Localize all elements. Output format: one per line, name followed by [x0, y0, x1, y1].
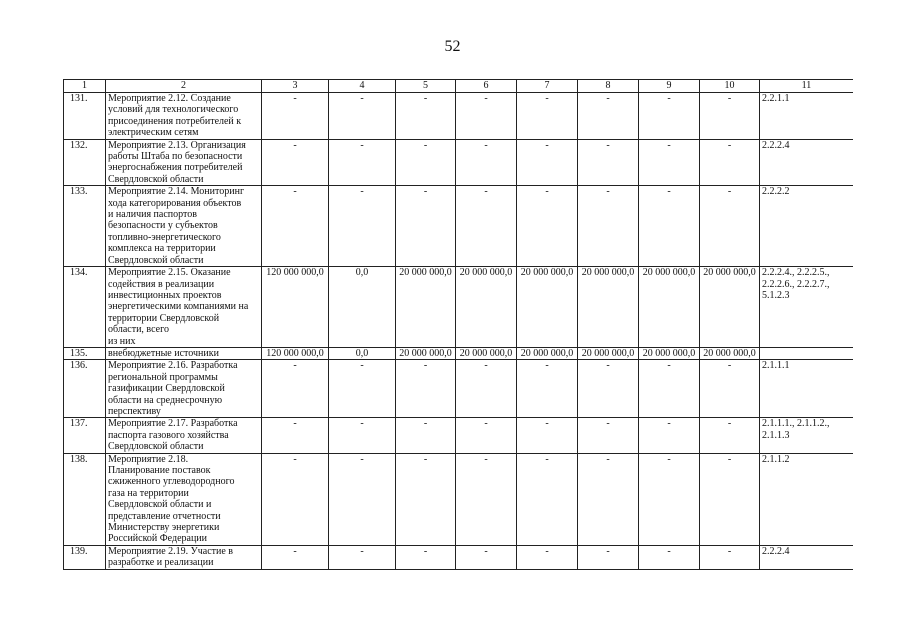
value-cell: - — [396, 186, 456, 267]
activity-name — [106, 418, 262, 453]
value-cell: - — [517, 186, 578, 267]
col-header: 10 — [700, 80, 760, 93]
value-cell: - — [262, 453, 329, 545]
value-cell: - — [329, 139, 396, 186]
value-cell: - — [456, 418, 517, 453]
target-ref-line: 5.1.2.3 — [762, 289, 790, 301]
value-cell: 0,0 — [329, 347, 396, 359]
value-cell: - — [456, 360, 517, 418]
value-cell: - — [700, 453, 760, 545]
value-cell: - — [262, 139, 329, 186]
value-cell: - — [517, 545, 578, 569]
activity-name-line: присоединения потребителей к — [108, 115, 242, 127]
activity-name-line: энергоснабжения потребителей — [108, 162, 243, 174]
target-ref — [760, 347, 854, 359]
value-cell: 20 000 000,0 — [578, 347, 639, 359]
value-cell: - — [262, 186, 329, 267]
value-cell: - — [262, 360, 329, 418]
value-cell: - — [639, 545, 700, 569]
value-cell: - — [700, 545, 760, 569]
value-cell: - — [396, 360, 456, 418]
activity-name-line: Российской Федерации — [108, 533, 208, 545]
activity-name-line: комплекса на территории — [108, 243, 216, 255]
value-cell: - — [700, 186, 760, 267]
activity-name-line: и наличия паспортов — [108, 209, 197, 221]
activity-name-line: Свердловской области — [108, 254, 204, 266]
target-ref — [760, 139, 854, 186]
value-cell: 20 000 000,0 — [700, 267, 760, 348]
value-cell: - — [517, 418, 578, 453]
activity-name-line: Мероприятие 2.13. Организация — [108, 139, 246, 151]
page-number: 52 — [444, 38, 461, 55]
activity-name-line: Мероприятие 2.17. Разработка — [108, 418, 238, 430]
table-row — [64, 418, 854, 453]
value-cell: - — [639, 186, 700, 267]
value-cell: - — [396, 545, 456, 569]
value-cell: - — [578, 545, 639, 569]
activity-name-line: Мероприятие 2.15. Оказание — [108, 267, 231, 279]
activity-name-line: области на среднесрочную — [108, 394, 223, 406]
activity-name-line: перспективу — [108, 405, 161, 417]
activity-name-line: из них — [108, 335, 136, 347]
table-row — [64, 267, 854, 348]
value-cell: - — [517, 139, 578, 186]
value-cell: - — [517, 360, 578, 418]
activity-name-line: Мероприятие 2.12. Создание — [108, 93, 231, 104]
target-ref — [760, 93, 854, 140]
activity-name-line: работы Штаба по безопасности — [108, 151, 243, 163]
value-cell: 20 000 000,0 — [517, 347, 578, 359]
activity-name-line: электрическим сетям — [108, 127, 199, 139]
row-number: 133. — [64, 186, 106, 267]
target-ref-line: 2.2.2.4 — [762, 139, 790, 151]
activity-name-line: области, всего — [108, 324, 169, 336]
value-cell: - — [329, 418, 396, 453]
value-cell: - — [517, 93, 578, 140]
value-cell: - — [396, 418, 456, 453]
activity-name-line: топливно-энергетического — [108, 231, 221, 243]
value-cell: - — [639, 139, 700, 186]
value-cell: 120 000 000,0 — [262, 347, 329, 359]
value-cell: - — [700, 93, 760, 140]
target-ref-line: 2.1.1.3 — [762, 429, 790, 441]
row-number: 135. — [64, 347, 106, 359]
value-cell: - — [639, 453, 700, 545]
table-row — [64, 186, 854, 267]
activity-name-line: энергетическими компаниями на — [108, 301, 249, 313]
activity-name-line: Свердловской области — [108, 173, 204, 185]
row-number: 134. — [64, 267, 106, 348]
value-cell: 20 000 000,0 — [396, 347, 456, 359]
activity-name-line: сжиженного углеводородного — [108, 476, 235, 488]
col-header: 7 — [517, 80, 578, 93]
activity-name — [106, 186, 262, 267]
value-cell: - — [396, 139, 456, 186]
value-cell: - — [639, 418, 700, 453]
activity-name-line: представление отчетности — [108, 510, 221, 522]
target-ref — [760, 418, 854, 453]
value-cell: - — [578, 93, 639, 140]
value-cell: - — [700, 360, 760, 418]
table-row — [64, 545, 854, 569]
activity-name-line: Мероприятие 2.16. Разработка — [108, 360, 238, 372]
value-cell: - — [329, 93, 396, 140]
col-header: 11 — [760, 80, 854, 93]
activity-name — [106, 93, 262, 140]
table-container — [63, 79, 853, 640]
table-body — [64, 93, 854, 570]
activity-name-line: Министерству энергетики — [108, 522, 220, 534]
target-ref-line: 2.2.1.1 — [762, 93, 790, 104]
col-header: 8 — [578, 80, 639, 93]
value-cell: 20 000 000,0 — [639, 267, 700, 348]
activity-name-line: территории Свердловской — [108, 312, 220, 324]
activity-name-line: Мероприятие 2.14. Мониторинг — [108, 186, 245, 198]
activity-name-line: Свердловской области — [108, 441, 204, 453]
value-cell: 20 000 000,0 — [700, 347, 760, 359]
col-header: 6 — [456, 80, 517, 93]
activity-name-line: региональной программы — [108, 371, 218, 383]
target-ref-line: 2.2.2.2 — [762, 186, 790, 198]
activity-name-line: Мероприятие 2.18. — [108, 453, 189, 465]
activity-name — [106, 347, 262, 359]
table-row — [64, 453, 854, 545]
col-header: 1 — [64, 80, 106, 93]
target-ref — [760, 453, 854, 545]
activity-name-line: содействия в реализации — [108, 278, 215, 290]
value-cell: 20 000 000,0 — [578, 267, 639, 348]
activity-name-line: паспорта газового хозяйства — [108, 429, 229, 441]
value-cell: - — [456, 545, 517, 569]
value-cell: 20 000 000,0 — [456, 267, 517, 348]
header-row — [64, 80, 854, 93]
activity-name-line: газа на территории — [108, 487, 189, 499]
activity-name-line: Мероприятие 2.19. Участие в — [108, 545, 234, 557]
value-cell: - — [639, 93, 700, 140]
target-ref-line: 2.1.1.2 — [762, 453, 790, 465]
value-cell: - — [396, 453, 456, 545]
value-cell: - — [396, 93, 456, 140]
activity-name-line: Планирование поставок — [108, 465, 211, 476]
col-header: 4 — [329, 80, 396, 93]
target-ref — [760, 267, 854, 348]
activity-name — [106, 139, 262, 186]
col-header: 9 — [639, 80, 700, 93]
table-row — [64, 93, 854, 140]
target-ref-line: 2.1.1.1., 2.1.1.2., — [762, 418, 830, 430]
value-cell: - — [329, 453, 396, 545]
value-cell: - — [578, 360, 639, 418]
activity-name-line: условий для технологического — [108, 104, 239, 116]
value-cell: - — [456, 139, 517, 186]
value-cell: 120 000 000,0 — [262, 267, 329, 348]
table-row — [64, 139, 854, 186]
value-cell: 0,0 — [329, 267, 396, 348]
table-row — [64, 360, 854, 418]
target-ref-line: 2.2.2.4 — [762, 545, 790, 557]
value-cell: - — [578, 453, 639, 545]
target-ref-line: 2.1.1.1 — [762, 360, 790, 372]
value-cell: - — [262, 93, 329, 140]
activity-name-line: Свердловской области и — [108, 499, 212, 511]
value-cell: - — [456, 453, 517, 545]
value-cell: - — [329, 186, 396, 267]
row-number: 139. — [64, 545, 106, 569]
table-row — [64, 347, 854, 359]
activity-name-line: хода категорирования объектов — [108, 197, 242, 209]
value-cell: - — [456, 186, 517, 267]
activity-name — [106, 545, 262, 569]
value-cell: - — [700, 139, 760, 186]
row-number: 136. — [64, 360, 106, 418]
activity-name-line: безопасности у субъектов — [108, 220, 218, 232]
value-cell: - — [329, 545, 396, 569]
activity-name-line: внебюджетные источники — [108, 347, 219, 359]
row-number: 131. — [64, 93, 106, 140]
col-header: 2 — [106, 80, 262, 93]
value-cell: 20 000 000,0 — [639, 347, 700, 359]
activity-name-line: инвестиционных проектов — [108, 289, 222, 301]
value-cell: - — [700, 418, 760, 453]
activity-name-line: газификации Свердловской — [108, 383, 225, 395]
value-cell: - — [578, 186, 639, 267]
value-cell: 20 000 000,0 — [517, 267, 578, 348]
activity-name — [106, 453, 262, 545]
col-header: 3 — [262, 80, 329, 93]
row-number: 132. — [64, 139, 106, 186]
target-ref-line: 2.2.2.6., 2.2.2.7., — [762, 278, 830, 290]
value-cell: 20 000 000,0 — [396, 267, 456, 348]
activity-name-line: разработке и реализации — [108, 557, 214, 569]
row-number: 137. — [64, 418, 106, 453]
value-cell: - — [578, 139, 639, 186]
value-cell: - — [456, 93, 517, 140]
row-number: 138. — [64, 453, 106, 545]
value-cell: - — [578, 418, 639, 453]
activity-name — [106, 360, 262, 418]
value-cell: - — [639, 360, 700, 418]
target-ref — [760, 360, 854, 418]
target-ref-line: 2.2.2.4., 2.2.2.5., — [762, 267, 830, 279]
program-table — [63, 79, 853, 570]
value-cell: - — [262, 418, 329, 453]
target-ref — [760, 545, 854, 569]
value-cell: - — [262, 545, 329, 569]
value-cell: - — [329, 360, 396, 418]
value-cell: 20 000 000,0 — [456, 347, 517, 359]
value-cell: - — [517, 453, 578, 545]
col-header: 5 — [396, 80, 456, 93]
target-ref — [760, 186, 854, 267]
activity-name — [106, 267, 262, 348]
